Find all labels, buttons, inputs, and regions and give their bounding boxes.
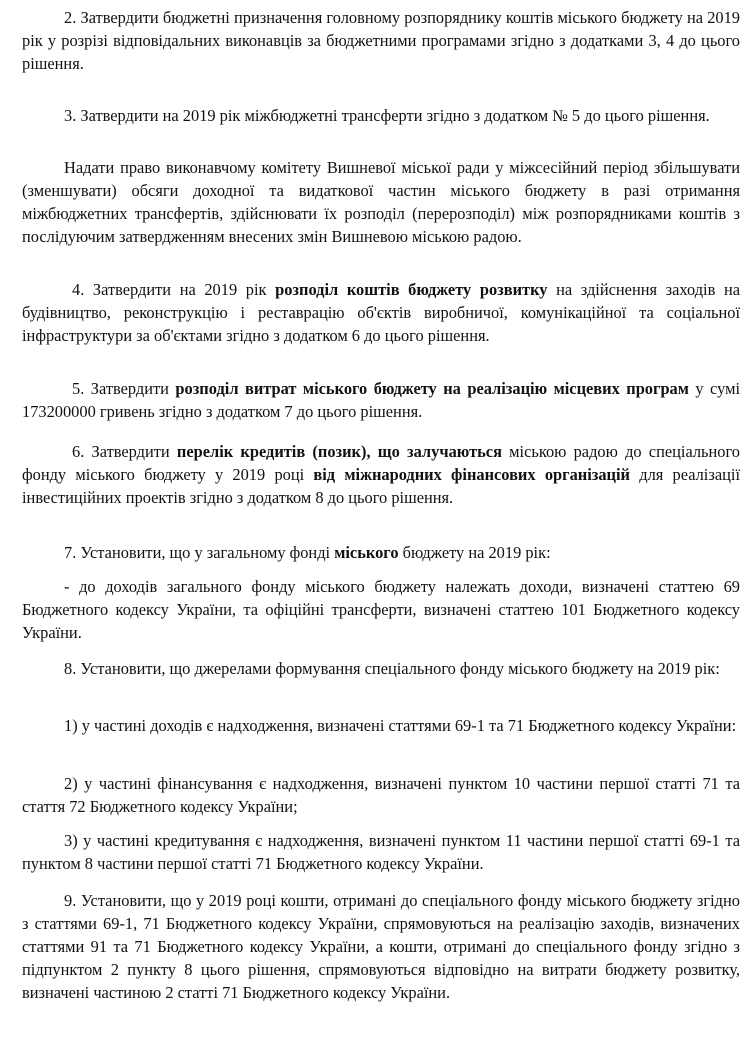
paragraph-8 xyxy=(22,657,740,680)
paragraph-8-item-1 xyxy=(22,714,740,737)
paragraph-6-bold-1: перелік кредитів (позик), що залучаються xyxy=(176,442,502,461)
paragraph-8-item-1-text: 1) у частині доходів є надходження, визначені статтями 69-1 та 71 Бюджетного кодексу України: xyxy=(64,716,737,735)
paragraph-8-text: 8. Установити, що джерелами формування спеціального фонду міського бюджету на 2019 рік: xyxy=(64,659,720,678)
paragraph-7-item-text: - до доходів загального фонду міського бюджету належать доходи, визначені статтею 69 Бюджетного кодексу України, та офіційні трансферти, визначені статтею 101 Бюджетного кодексу України. xyxy=(22,577,740,642)
paragraph-6 xyxy=(22,440,740,509)
paragraph-3-text: 3. Затвердити на 2019 рік міжбюджетні трансферти згідно з додатком № 5 до цього рішення. xyxy=(64,106,710,125)
paragraph-5-post: у сумі 173200000 гривень згідно з додатком 7 до цього рішення. xyxy=(22,379,741,421)
paragraph-9-text: 9. Установити, що у 2019 році кошти, отримані до спеціального фонду міського бюджету згідно з статтями 69-1, 71 Бюджетного кодексу України, спрямовуються на реалізацію заходів, визначених статтями 91 та 71 Бюджетного кодексу України, а кошти, отримані до спеціального фонду згідно з підпунктом 2 пункту 8 цього рішення, спрямовуються відповідно на витрати бюджету розвитку, визначені частиною 2 статті 71 Бюджетного кодексу України. xyxy=(22,891,740,1002)
paragraph-4-pre: 4. Затвердити на 2019 рік xyxy=(72,280,276,299)
paragraph-7-pre: 7. Установити, що у загальному фонді xyxy=(64,543,335,562)
paragraph-3-authority-text: Надати право виконавчому комітету Вишневої міської ради у міжсесійний період збільшувати (зменшувати) обсяги доходної та видаткової частин міського бюджету в разі отримання міжбюджетних трансфертів, здійснювати їх розподіл (перерозподіл) між розпорядниками коштів з послідуючим затвердженням внесених змін Вишневою міською радою. xyxy=(22,158,740,246)
paragraph-8-item-2 xyxy=(22,772,740,818)
paragraph-9 xyxy=(22,889,740,1004)
paragraph-3 xyxy=(22,104,740,127)
paragraph-4 xyxy=(22,278,740,347)
paragraph-6-bold-2: від міжнародних фінансових організацій xyxy=(313,465,630,484)
paragraph-7-bold: міського xyxy=(334,543,399,562)
paragraph-6-mid: міською радою до спеціального фонду міського бюджету у 2019 році xyxy=(22,442,741,484)
paragraph-5 xyxy=(22,377,740,423)
paragraph-7-post: бюджету на 2019 рік: xyxy=(398,543,551,562)
paragraph-6-post: для реалізації інвестиційних проектів згідно з додатком 8 до цього рішення. xyxy=(22,465,740,507)
paragraph-7-item xyxy=(22,575,740,644)
paragraph-2-text: 2. Затвердити бюджетні призначення головному розпоряднику коштів міського бюджету на 2019 рік у розрізі відповідальних виконавців за бюджетними програмами згідно з додатками 3, 4 до цього рішення. xyxy=(22,8,740,73)
paragraph-2 xyxy=(22,6,740,75)
paragraph-7 xyxy=(22,541,740,564)
paragraph-5-pre: 5. Затвердити xyxy=(72,379,176,398)
paragraph-6-pre: 6. Затвердити xyxy=(72,442,177,461)
paragraph-8-item-3-text: 3) у частині кредитування є надходження, визначені пунктом 11 частини першої статті 69-1 та пунктом 8 частини першої статті 71 Бюджетного кодексу України. xyxy=(22,831,740,873)
paragraph-4-post: на здійснення заходів на будівництво, реконструкцію і реставрацію об'єктів виробничої, комунікаційної та соціальної інфраструктури за об'єктами згідно з додатком 6 до цього рішення. xyxy=(22,280,740,345)
paragraph-8-item-3 xyxy=(22,829,740,875)
paragraph-8-item-2-text: 2) у частині фінансування є надходження, визначені пунктом 10 частини першої статті 71 та стаття 72 Бюджетного кодексу України; xyxy=(22,774,740,816)
paragraph-4-bold: розподіл коштів бюджету розвитку xyxy=(275,280,548,299)
paragraph-3-authority xyxy=(22,156,740,248)
paragraph-5-bold: розподіл витрат міського бюджету на реалізацію місцевих програм xyxy=(175,379,689,398)
